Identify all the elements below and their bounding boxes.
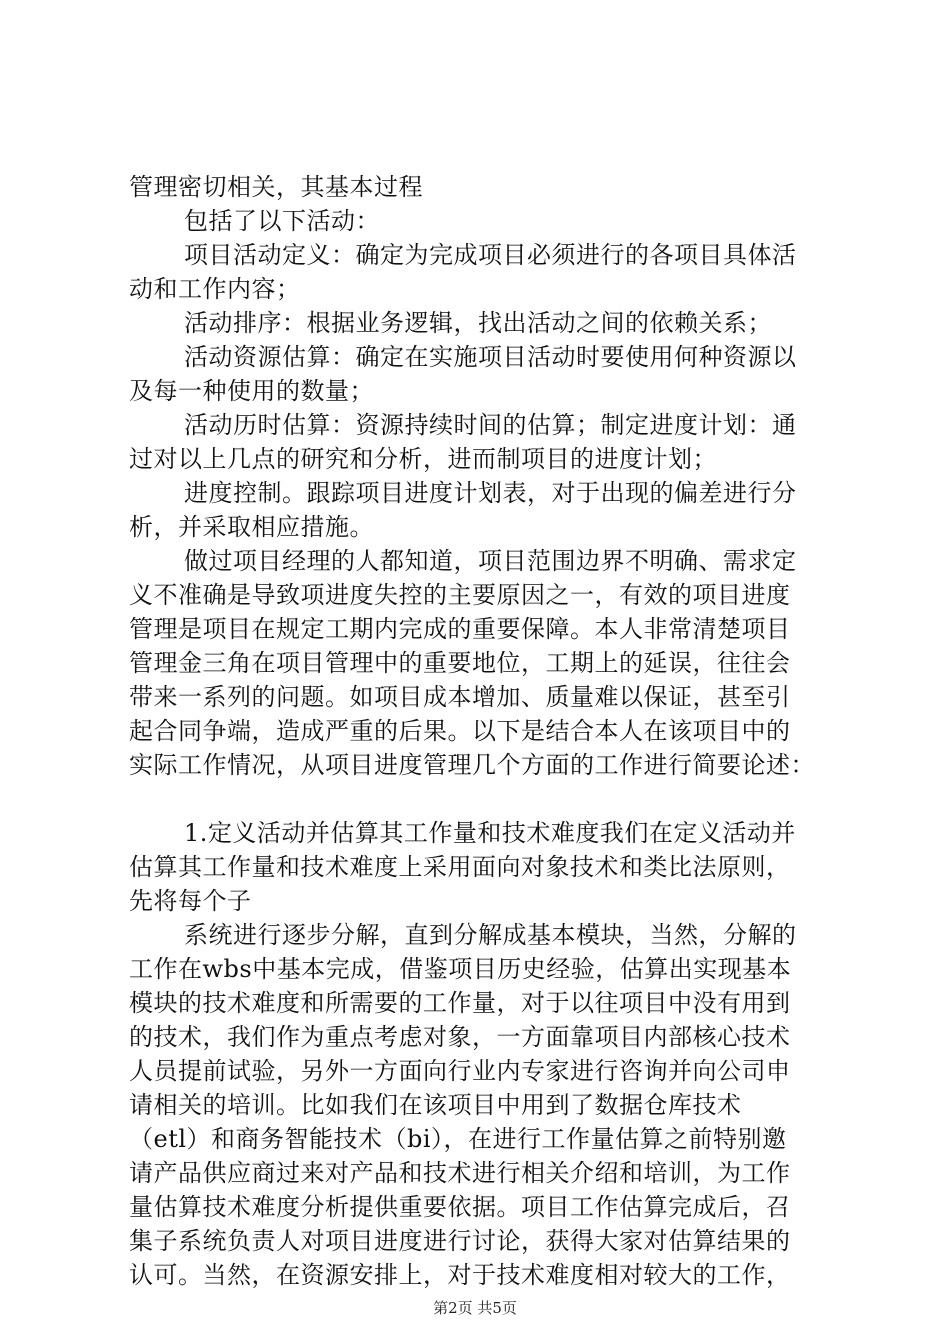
page-footer: 第2页 共5页 (433, 1299, 517, 1317)
text-line: 的技术，我们作为重点考虑对象，一方面靠项目内部核心技术 (129, 1023, 791, 1051)
text-line: 过对以上几点的研究和分析，进而制项目的进度计划； (129, 445, 717, 473)
body-text (129, 170, 829, 1292)
text-line: （etl）和商务智能技术（bi），在进行工作量估算之前特别邀 (129, 1125, 787, 1153)
text-line: 管理是项目在规定工期内完成的重要保障。本人非常清楚项目 (129, 615, 791, 643)
text-line: 析，并采取相应措施。 (129, 513, 374, 541)
text-line: 先将每个子 (129, 887, 252, 915)
text-line: 系统进行逐步分解，直到分解成基本模块，当然，分解的 (184, 921, 797, 949)
text-line: 集子系统负责人对项目进度进行讨论，获得大家对估算结果的 (129, 1227, 791, 1255)
text-line: 进度控制。跟踪项目进度计划表，对于出现的偏差进行分 (184, 479, 797, 507)
text-line: 项目活动定义：确定为完成项目必须进行的各项目具体活 (184, 241, 797, 269)
paragraph-gap (129, 782, 829, 816)
text-line: 活动资源估算：确定在实施项目活动时要使用何种资源以 (184, 343, 797, 371)
text-line: 1.定义活动并估算其工作量和技术难度我们在定义活动并 (184, 819, 796, 847)
text-line: 量估算技术难度分析提供重要依据。项目工作估算完成后，召 (129, 1193, 791, 1221)
text-line: 做过项目经理的人都知道，项目范围边界不明确、需求定 (184, 547, 797, 575)
text-line: 及每一种使用的数量； (129, 377, 374, 405)
text-line: 模块的技术难度和所需要的工作量，对于以往项目中没有用到 (129, 989, 791, 1017)
text-line: 管理金三角在项目管理中的重要地位，工期上的延误，往往会 (129, 649, 791, 677)
text-line: 包括了以下活动： (184, 207, 380, 235)
text-line: 起合同争端，造成严重的后果。以下是结合本人在该项目中的 (129, 717, 791, 745)
text-line: 实际工作情况，从项目进度管理几个方面的工作进行简要论述： (129, 751, 815, 779)
text-line: 动和工作内容； (129, 275, 301, 303)
text-line: 请产品供应商过来对产品和技术进行相关介绍和培训，为工作 (129, 1159, 791, 1187)
text-line: 义不准确是导致项进度失控的主要原因之一，有效的项目进度 (129, 581, 791, 609)
text-line: 带来一系列的问题。如项目成本增加、质量难以保证，甚至引 (129, 683, 791, 711)
text-line: 请相关的培训。比如我们在该项目中用到了数据仓库技术 (129, 1091, 742, 1119)
text-line: 人员提前试验，另外一方面向行业内专家进行咨询并向公司申 (129, 1057, 791, 1085)
text-line: 认可。当然，在资源安排上，对于技术难度相对较大的工作， (129, 1261, 791, 1289)
text-line: 估算其工作量和技术难度上采用面向对象技术和类比法原则， (129, 853, 791, 881)
text-line: 活动排序：根据业务逻辑，找出活动之间的依赖关系； (184, 309, 772, 337)
text-line: 活动历时估算：资源持续时间的估算；制定进度计划：通 (184, 411, 797, 439)
text-line: 管理密切相关，其基本过程 (129, 173, 423, 201)
text-line: 工作在wbs中基本完成，借鉴项目历史经验，估算出实现基本 (129, 955, 792, 983)
